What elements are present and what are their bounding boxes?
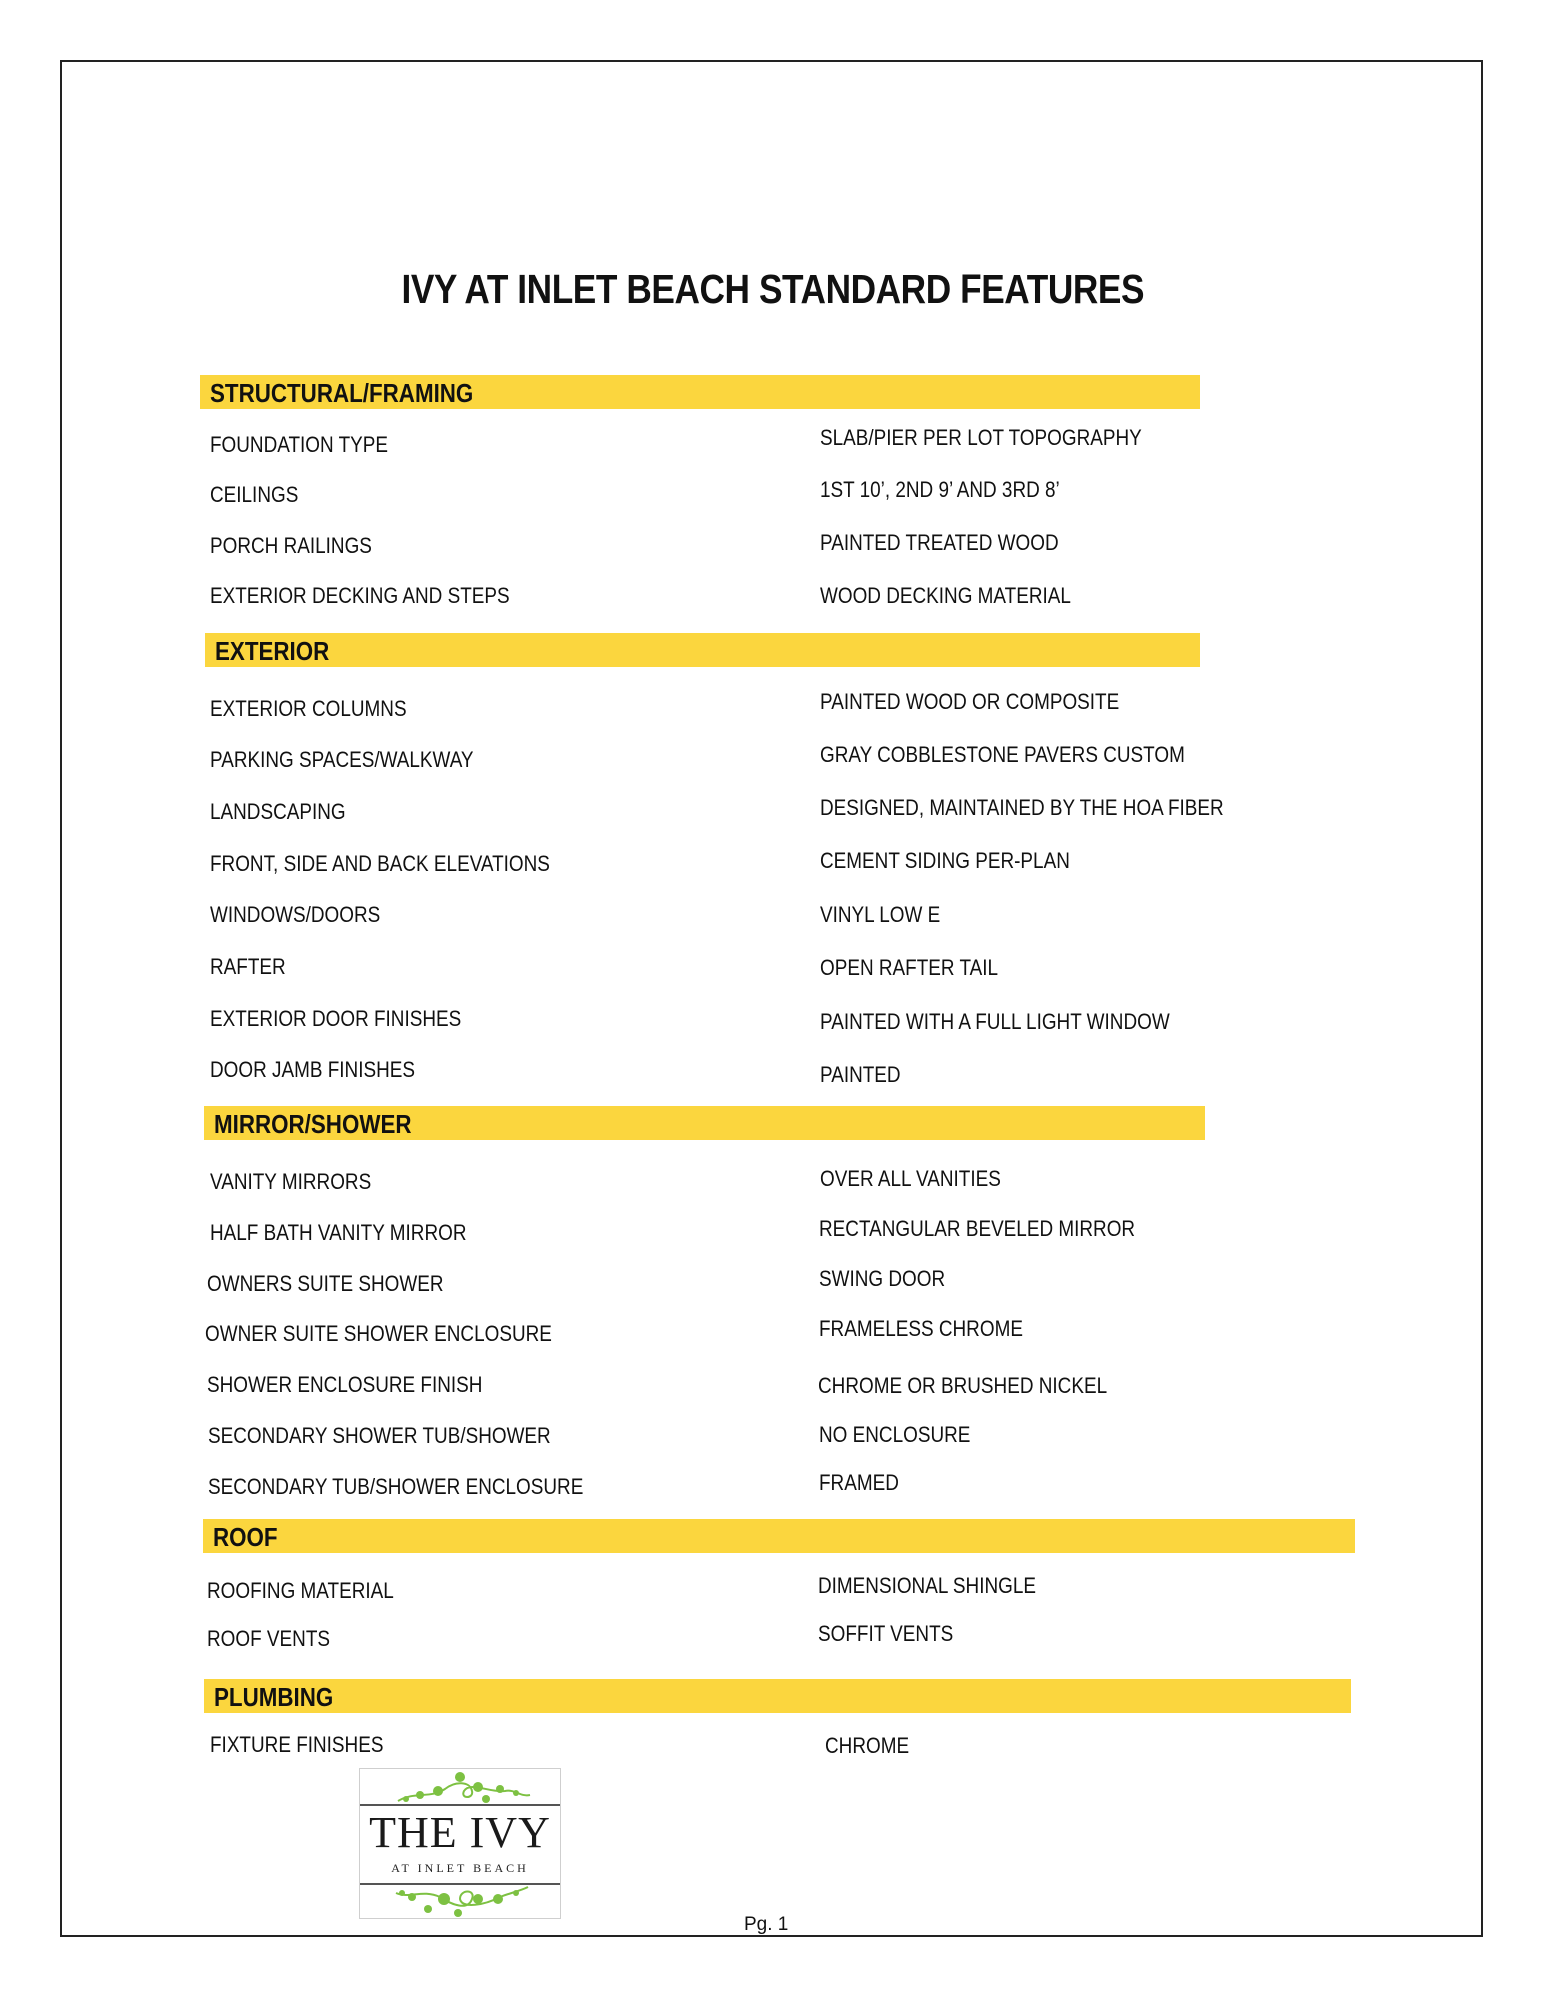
feature-value: WOOD DECKING MATERIAL xyxy=(820,583,1071,608)
feature-label: LANDSCAPING xyxy=(210,799,346,824)
feature-value: PAINTED TREATED WOOD xyxy=(820,530,1059,555)
feature-value: SWING DOOR xyxy=(819,1266,946,1291)
feature-value: FRAMED xyxy=(819,1470,899,1495)
feature-label: CEILINGS xyxy=(210,482,299,507)
logo-subtitle-text: AT INLET BEACH xyxy=(391,1861,529,1875)
section-heading: STRUCTURAL/FRAMING xyxy=(210,378,474,408)
the-ivy-logo xyxy=(359,1768,561,1919)
logo-brand-text: THE IVY xyxy=(369,1808,551,1857)
feature-label: SECONDARY TUB/SHOWER ENCLOSURE xyxy=(208,1474,584,1499)
feature-value: RECTANGULAR BEVELED MIRROR xyxy=(819,1216,1136,1241)
feature-label: EXTERIOR DOOR FINISHES xyxy=(210,1006,462,1031)
feature-label: WINDOWS/DOORS xyxy=(210,902,381,927)
feature-label: HALF BATH VANITY MIRROR xyxy=(210,1220,467,1245)
feature-value: NO ENCLOSURE xyxy=(819,1422,971,1447)
page-title xyxy=(0,266,1545,313)
feature-value: PAINTED WITH A FULL LIGHT WINDOW xyxy=(820,1009,1170,1034)
feature-value: SLAB/PIER PER LOT TOPOGRAPHY xyxy=(820,425,1142,450)
feature-label: SHOWER ENCLOSURE FINISH xyxy=(207,1372,483,1397)
feature-value: DESIGNED, MAINTAINED BY THE HOA FIBER xyxy=(820,795,1224,820)
logo-rule-top xyxy=(360,1804,560,1806)
feature-label: FIXTURE FINISHES xyxy=(210,1732,384,1757)
section-heading: PLUMBING xyxy=(214,1682,334,1712)
page-border xyxy=(60,60,1483,1937)
feature-value: CHROME xyxy=(825,1733,910,1758)
feature-label: EXTERIOR DECKING AND STEPS xyxy=(210,583,510,608)
section-heading: MIRROR/SHOWER xyxy=(214,1109,412,1139)
feature-label: PARKING SPACES/WALKWAY xyxy=(210,747,474,772)
feature-value: CHROME OR BRUSHED NICKEL xyxy=(818,1373,1108,1398)
feature-label: ROOFING MATERIAL xyxy=(207,1578,394,1603)
feature-label: DOOR JAMB FINISHES xyxy=(210,1057,415,1082)
section-header-mirror-shower xyxy=(204,1106,1205,1140)
feature-value: 1ST 10’, 2ND 9’ AND 3RD 8’ xyxy=(820,477,1060,502)
feature-label: ROOF VENTS xyxy=(207,1626,330,1651)
section-header-roof xyxy=(203,1519,1355,1553)
section-header-plumbing xyxy=(204,1679,1351,1713)
page-title-text: IVY AT INLET BEACH STANDARD FEATURES xyxy=(401,266,1144,312)
section-heading: ROOF xyxy=(213,1522,278,1552)
feature-label: FOUNDATION TYPE xyxy=(210,432,389,457)
feature-label: SECONDARY SHOWER TUB/SHOWER xyxy=(208,1423,551,1448)
section-header-exterior xyxy=(205,633,1200,667)
page-number: Pg. 1 xyxy=(744,1914,789,1935)
feature-label: EXTERIOR COLUMNS xyxy=(210,696,407,721)
feature-label: RAFTER xyxy=(210,954,286,979)
feature-value: FRAMELESS CHROME xyxy=(819,1316,1023,1341)
ivy-vine-bottom-icon xyxy=(360,1885,562,1921)
feature-value: VINYL LOW E xyxy=(820,902,941,927)
feature-value: PAINTED WOOD OR COMPOSITE xyxy=(820,689,1120,714)
feature-value: OVER ALL VANITIES xyxy=(820,1166,1001,1191)
feature-value: CEMENT SIDING PER-PLAN xyxy=(820,848,1070,873)
feature-label: PORCH RAILINGS xyxy=(210,533,372,558)
section-heading: EXTERIOR xyxy=(215,636,330,666)
feature-value: GRAY COBBLESTONE PAVERS CUSTOM xyxy=(820,742,1185,767)
feature-label: OWNERS SUITE SHOWER xyxy=(207,1271,444,1296)
feature-value: PAINTED xyxy=(820,1062,901,1087)
feature-value: SOFFIT VENTS xyxy=(818,1621,954,1646)
feature-label: VANITY MIRRORS xyxy=(210,1169,372,1194)
ivy-vine-top-icon xyxy=(360,1769,562,1805)
feature-value: OPEN RAFTER TAIL xyxy=(820,955,999,980)
feature-label: FRONT, SIDE AND BACK ELEVATIONS xyxy=(210,851,550,876)
section-header-structural-framing xyxy=(200,375,1200,409)
feature-label: OWNER SUITE SHOWER ENCLOSURE xyxy=(205,1321,552,1346)
feature-value: DIMENSIONAL SHINGLE xyxy=(818,1573,1036,1598)
